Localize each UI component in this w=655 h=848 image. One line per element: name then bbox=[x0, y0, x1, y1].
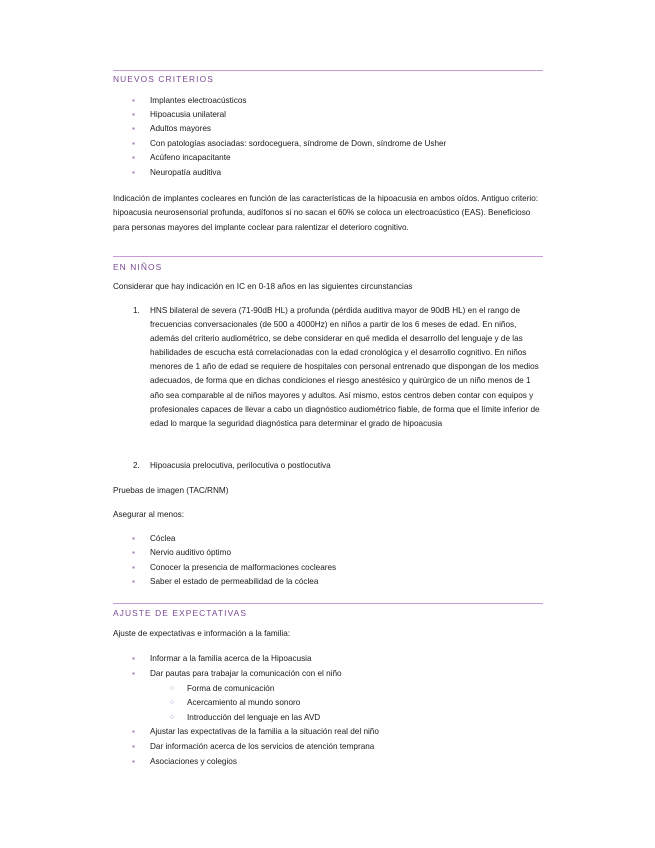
list-item: Adultos mayores bbox=[150, 124, 211, 133]
bullet-icon: ▪ bbox=[132, 742, 135, 751]
bullet-icon: ▪ bbox=[132, 727, 135, 736]
list-item: Nervio auditivo óptimo bbox=[150, 548, 232, 557]
list-number: 1. bbox=[133, 306, 140, 315]
section-rule bbox=[113, 603, 543, 604]
bullet-icon: ▪ bbox=[132, 124, 135, 133]
bullet-icon: ▪ bbox=[132, 153, 135, 162]
numbered-item: Hipoacusia prelocutiva, perilocutiva o postlocutiva bbox=[150, 461, 331, 470]
bullet-icon: ▪ bbox=[132, 110, 135, 119]
bullet-icon: ▪ bbox=[132, 654, 135, 663]
section-rule bbox=[113, 256, 543, 257]
sub-bullet-icon: ○ bbox=[170, 699, 175, 706]
list-item: Cóclea bbox=[150, 534, 176, 543]
asegurar-label: Asegurar al menos: bbox=[113, 510, 184, 519]
list-item: Neuropatía auditiva bbox=[150, 168, 222, 177]
bullet-icon: ▪ bbox=[132, 669, 135, 678]
section-title-en-ninos: EN NIÑOS bbox=[113, 262, 163, 272]
sub-list-item: Introducción del lenguaje en las AVD bbox=[187, 713, 321, 722]
sub-bullet-icon: ○ bbox=[170, 714, 175, 721]
bullet-icon: ▪ bbox=[132, 168, 135, 177]
list-item: Ajustar las expectativas de la familia a la situación real del niño bbox=[150, 727, 379, 736]
list-item: Dar pautas para trabajar la comunicación con el niño bbox=[150, 669, 342, 678]
list-item: Informar a la familia acerca de la Hipoacusia bbox=[150, 654, 312, 663]
numbered-item: HNS bilateral de severa (71-90dB HL) a profunda (pérdida auditiva mayor de 90dB HL) en el rango de frecuencias conversacionales (de 500 a 4000Hz) en niños a partir de los 6 meses de edad. En niños, además del criterio audiométrico, se debe considerar en qué medida el desarrollo del lenguaje y de las habilidades de escucha está correlacionadas con la edad cronológica y el desarrollo cognitivo. En niños menores de 1 año de edad se requiere de hospitales con personal entrenado que dispongan de los medios adecuados, de forma que en dichas condiciones el riesgo anestésico y quirúrgico de un niño menos de 1 año sea comparable al de niños mayores y adultos. Así mismo, estos centros deben contar con equipos y profesionales capaces de llevar a cabo un diagnóstico audiométrico fiable, de forma que el límite inferior de edad lo marque la seguridad diagnóstica para determinar el grado de hipoacusia bbox=[150, 306, 540, 428]
list-item: Saber el estado de permeabilidad de la cóclea bbox=[150, 577, 319, 586]
section-title-ajuste: AJUSTE DE EXPECTATIVAS bbox=[113, 608, 248, 618]
list-item: Asociaciones y colegios bbox=[150, 757, 237, 766]
bullet-icon: ▪ bbox=[132, 139, 135, 148]
sub-list-item: Acercamiento al mundo sonoro bbox=[187, 698, 301, 707]
bullet-icon: ▪ bbox=[132, 757, 135, 766]
list-item: Conocer la presencia de malformaciones cocleares bbox=[150, 563, 337, 572]
list-number: 2. bbox=[133, 461, 140, 470]
bullet-icon: ▪ bbox=[132, 563, 135, 572]
pruebas-imagen: Pruebas de imagen (TAC/RNM) bbox=[113, 486, 229, 495]
intro-ninos: Considerar que hay indicación en IC en 0-18 años en las siguientes circunstancias bbox=[113, 282, 413, 291]
list-item: Con patologías asociadas: sordoceguera, síndrome de Down, síndrome de Usher bbox=[150, 139, 447, 148]
section-title-nuevos-criterios: NUEVOS CRITERIOS bbox=[113, 74, 214, 84]
sub-list-item: Forma de comunicación bbox=[187, 684, 275, 693]
bullet-icon: ▪ bbox=[132, 577, 135, 586]
section-rule bbox=[113, 70, 543, 71]
bullet-icon: ▪ bbox=[132, 548, 135, 557]
intro-ajuste: Ajuste de expectativas e información a la familia: bbox=[113, 629, 291, 638]
list-item: Implantes electroacústicos bbox=[150, 96, 247, 105]
bullet-icon: ▪ bbox=[132, 96, 135, 105]
list-item: Dar información acerca de los servicios de atención temprana bbox=[150, 742, 375, 751]
sub-bullet-icon: ○ bbox=[170, 685, 175, 692]
list-item: Acúfeno incapacitante bbox=[150, 153, 231, 162]
list-item: Hipoacusia unilateral bbox=[150, 110, 227, 119]
bullet-icon: ▪ bbox=[132, 534, 135, 543]
paragraph-indicacion: Indicación de implantes cocleares en función de las características de la hipoacusia en ambos oídos. Antiguo criterio: hipoacusia neurosensorial profunda, audífonos si no sacan el 60% se coloca un electroacústico (EAS). Beneficioso para personas mayores del implante coclear para ralentizar el deterioro cognitivo. bbox=[113, 194, 539, 232]
